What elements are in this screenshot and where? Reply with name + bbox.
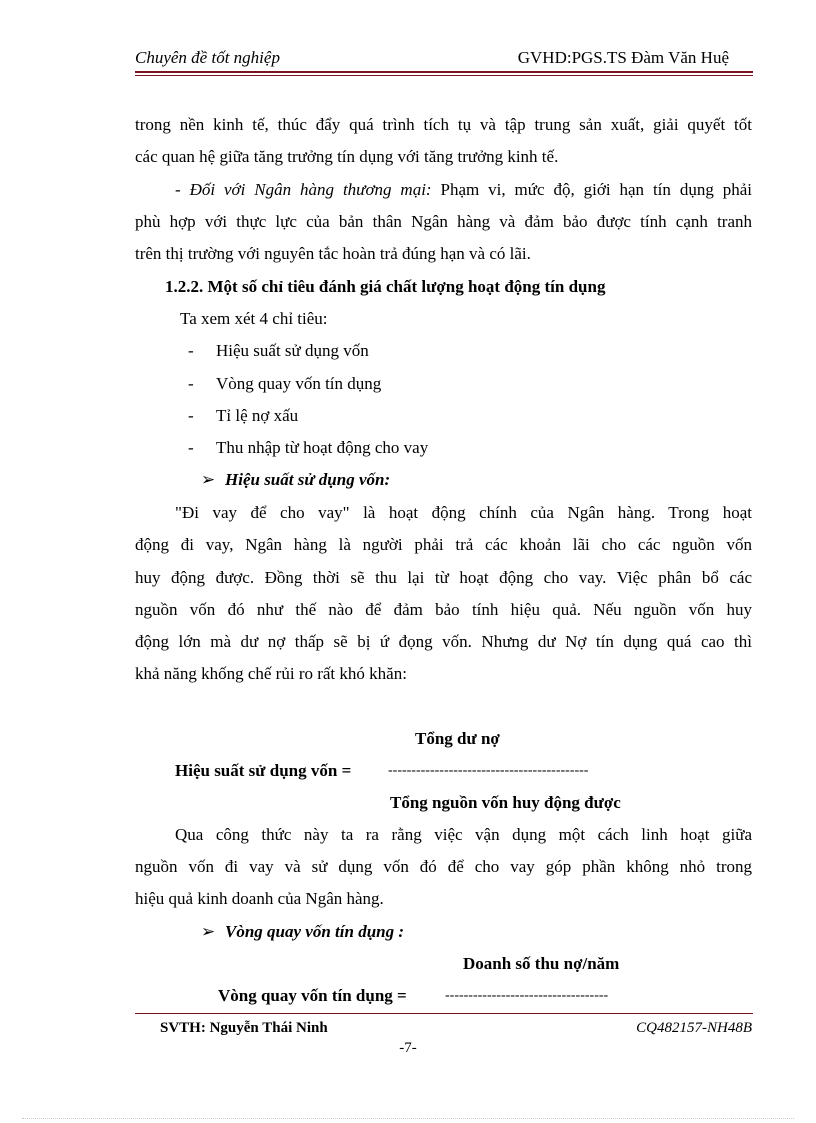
- page-number: -7-: [399, 1040, 417, 1056]
- bullet-dash: -: [188, 438, 194, 457]
- dash-prefix: -: [175, 180, 190, 199]
- paragraph-text: Phạm vi, mức độ, giới hạn tín dụng phải: [431, 180, 753, 199]
- subheading-credit-turnover: [201, 922, 404, 942]
- page-boundary-line: [22, 1118, 794, 1119]
- arrow-bullet-icon: ➢: [201, 922, 216, 941]
- section-heading: 1.2.2. Một số chỉ tiêu đánh giá chất lượng hoạt động tín dụng: [165, 277, 606, 296]
- list-item: Thu nhập từ hoạt động cho vay: [216, 438, 429, 457]
- paragraph-line: động đi vay, Ngân hàng là người phải trả các khoản lãi cho các nguồn vốn: [135, 535, 752, 554]
- paragraph-line: trong nền kinh tế, thúc đẩy quá trình tích tụ và tập trung sản xuất, giải quyết tốt: [135, 115, 752, 134]
- paragraph-line: nguồn vốn đó như thế nào để đảm bảo tính hiệu quả. Nếu nguồn vốn huy: [135, 600, 752, 619]
- bullet-dash: -: [188, 341, 194, 360]
- header-right: GVHD:PGS.TS Đàm Văn Huệ: [517, 48, 729, 67]
- formula-label: Hiệu suất sử dụng vốn =: [175, 761, 352, 780]
- subheading-text: Vòng quay vốn tín dụng :: [225, 922, 405, 941]
- header-rule: [135, 71, 753, 73]
- footer-right: CQ482157-NH48B: [636, 1020, 752, 1036]
- bullet-dash: -: [188, 406, 194, 425]
- footer-rule: [135, 1013, 753, 1014]
- list-item: Tỉ lệ nợ xấu: [216, 406, 299, 425]
- subheading-efficiency: [201, 470, 390, 490]
- paragraph-line: khả năng khống chế rủi ro rất khó khăn:: [135, 664, 407, 683]
- formula-label: Vòng quay vốn tín dụng =: [218, 986, 407, 1005]
- paragraph-line: trên thị trường với nguyên tắc hoàn trả đúng hạn và có lãi.: [135, 244, 531, 263]
- paragraph-line: [175, 180, 752, 200]
- header-left: Chuyên đề tốt nghiệp: [135, 48, 280, 67]
- footer-left: SVTH: Nguyễn Thái Ninh: [160, 1020, 328, 1036]
- italic-term: Đối với Ngân hàng thương mại:: [189, 180, 432, 199]
- paragraph-line: "Đi vay để cho vay" là hoạt động chính của Ngân hàng. Trong hoạt: [175, 503, 752, 522]
- paragraph-line: Qua công thức này ta ra rằng việc vận dụng một cách linh hoạt giữa: [175, 825, 752, 844]
- list-item: Vòng quay vốn tín dụng: [216, 374, 382, 393]
- arrow-bullet-icon: ➢: [201, 470, 216, 489]
- paragraph-line: động lớn mà dư nợ thấp sẽ bị ứ đọng vốn. Nhưng dư Nợ tín dụng quá cao thì: [135, 632, 752, 651]
- paragraph-line: phù hợp với thực lực của bản thân Ngân hàng và đảm bảo được tính cạnh tranh: [135, 212, 752, 231]
- list-item: Hiệu suất sử dụng vốn: [216, 341, 369, 360]
- formula-denominator: Tổng nguồn vốn huy động được: [390, 793, 621, 812]
- paragraph-line: huy động được. Đồng thời sẽ thu lại từ hoạt động cho vay. Việc phân bổ các: [135, 568, 752, 587]
- formula-fraction-bar: -------------------------------------------: [388, 763, 589, 778]
- header-rule-thin: [135, 75, 753, 76]
- formula-numerator: Doanh số thu nợ/năm: [463, 954, 620, 973]
- paragraph-line: các quan hệ giữa tăng trưởng tín dụng với tăng trưởng kinh tế.: [135, 147, 559, 166]
- formula-numerator: Tổng dư nợ: [415, 729, 500, 748]
- intro-text: Ta xem xét 4 chỉ tiêu:: [180, 309, 328, 328]
- subheading-text: Hiệu suất sử dụng vốn:: [225, 470, 391, 489]
- bullet-dash: -: [188, 374, 194, 393]
- paragraph-line: hiệu quả kinh doanh của Ngân hàng.: [135, 889, 384, 908]
- paragraph-line: nguồn vốn đi vay và sử dụng vốn đó để cho vay góp phần không nhỏ trong: [135, 857, 752, 876]
- formula-fraction-bar: -----------------------------------: [445, 988, 609, 1003]
